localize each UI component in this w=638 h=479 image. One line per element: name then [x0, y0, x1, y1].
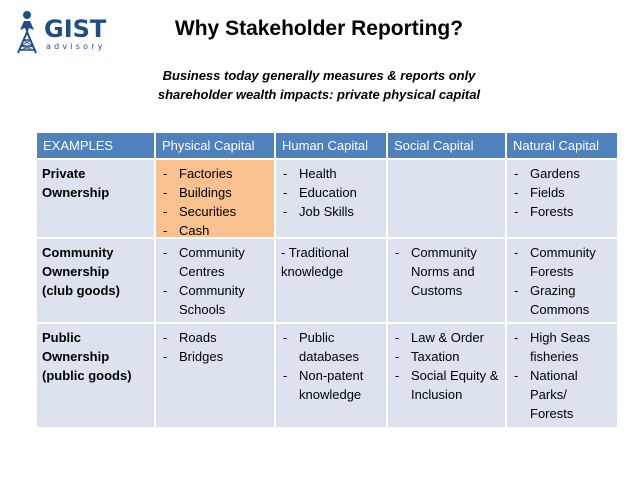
row-label-community-ownership — [37, 239, 154, 322]
list-item: - Community Norms and Customs — [393, 243, 500, 300]
cell-community-social — [388, 239, 505, 322]
row-label-public-ownership — [37, 324, 154, 427]
subtitle-line-2: shareholder wealth impacts: private physical capital — [157, 87, 481, 102]
row-label-line: Private — [42, 166, 86, 181]
list-item: - Non-patent knowledge — [281, 366, 381, 404]
logo-wordmark: GIST — [44, 15, 107, 43]
cell-private-physical — [156, 160, 274, 237]
row-label-line: (club goods) — [42, 283, 120, 298]
cell-private-social — [388, 160, 505, 237]
list-item: - Roads — [161, 328, 269, 347]
page-title: Why Stakeholder Reporting? — [174, 17, 464, 40]
cell-public-natural — [507, 324, 617, 427]
header-examples: EXAMPLES — [37, 133, 154, 158]
cell-community-physical — [156, 239, 274, 322]
row-label-private-ownership — [37, 160, 154, 237]
cell-community-natural — [507, 239, 617, 322]
list-item: - National Parks/ Forests — [512, 366, 612, 423]
page-subtitle — [0, 66, 638, 104]
cell-public-human — [276, 324, 386, 427]
list-item: - Job Skills — [281, 202, 381, 221]
list-item: - Health — [281, 164, 381, 183]
header-social-capital: Social Capital — [388, 133, 505, 158]
list-item: - Forests — [512, 202, 612, 221]
list-item: - Education — [281, 183, 381, 202]
cell-public-social — [388, 324, 505, 427]
list-item: - Social Equity & Inclusion — [393, 366, 500, 404]
header-human-capital: Human Capital — [276, 133, 386, 158]
list-item: - Community Schools — [161, 281, 269, 319]
list-item: - High Seas fisheries — [512, 328, 612, 366]
list-item: - Community Forests — [512, 243, 612, 281]
list-item: - Bridges — [161, 347, 269, 366]
row-label-line: Ownership — [42, 264, 110, 279]
logo-tagline: advisory — [46, 42, 106, 51]
list-item: - Law & Order — [393, 328, 500, 347]
list-item: - Securities — [161, 202, 269, 221]
header-physical-capital: Physical Capital — [156, 133, 274, 158]
list-item: - Grazing Commons — [512, 281, 612, 319]
list-item: - Fields — [512, 183, 612, 202]
list-item: - Cash — [161, 221, 269, 237]
cell-private-natural — [507, 160, 617, 237]
list-item: - Taxation — [393, 347, 500, 366]
header-natural-capital: Natural Capital — [507, 133, 617, 158]
list-item: - Gardens — [512, 164, 612, 183]
capital-table — [37, 133, 609, 427]
list-item: - Public databases — [281, 328, 381, 366]
subtitle-line-1: Business today generally measures & reports only — [162, 68, 476, 83]
cell-private-human — [276, 160, 386, 237]
cell-community-human: - Traditional knowledge — [276, 239, 386, 322]
list-item: - Buildings — [161, 183, 269, 202]
row-label-line: Ownership — [42, 185, 110, 200]
cell-public-physical — [156, 324, 274, 427]
list-item: - Factories — [161, 164, 269, 183]
row-label-line: Public — [42, 330, 82, 345]
row-label-line: Community — [42, 245, 114, 260]
list-item: - Community Centres — [161, 243, 269, 281]
row-label-line: Ownership — [42, 349, 110, 364]
row-label-line: (public goods) — [42, 368, 132, 383]
